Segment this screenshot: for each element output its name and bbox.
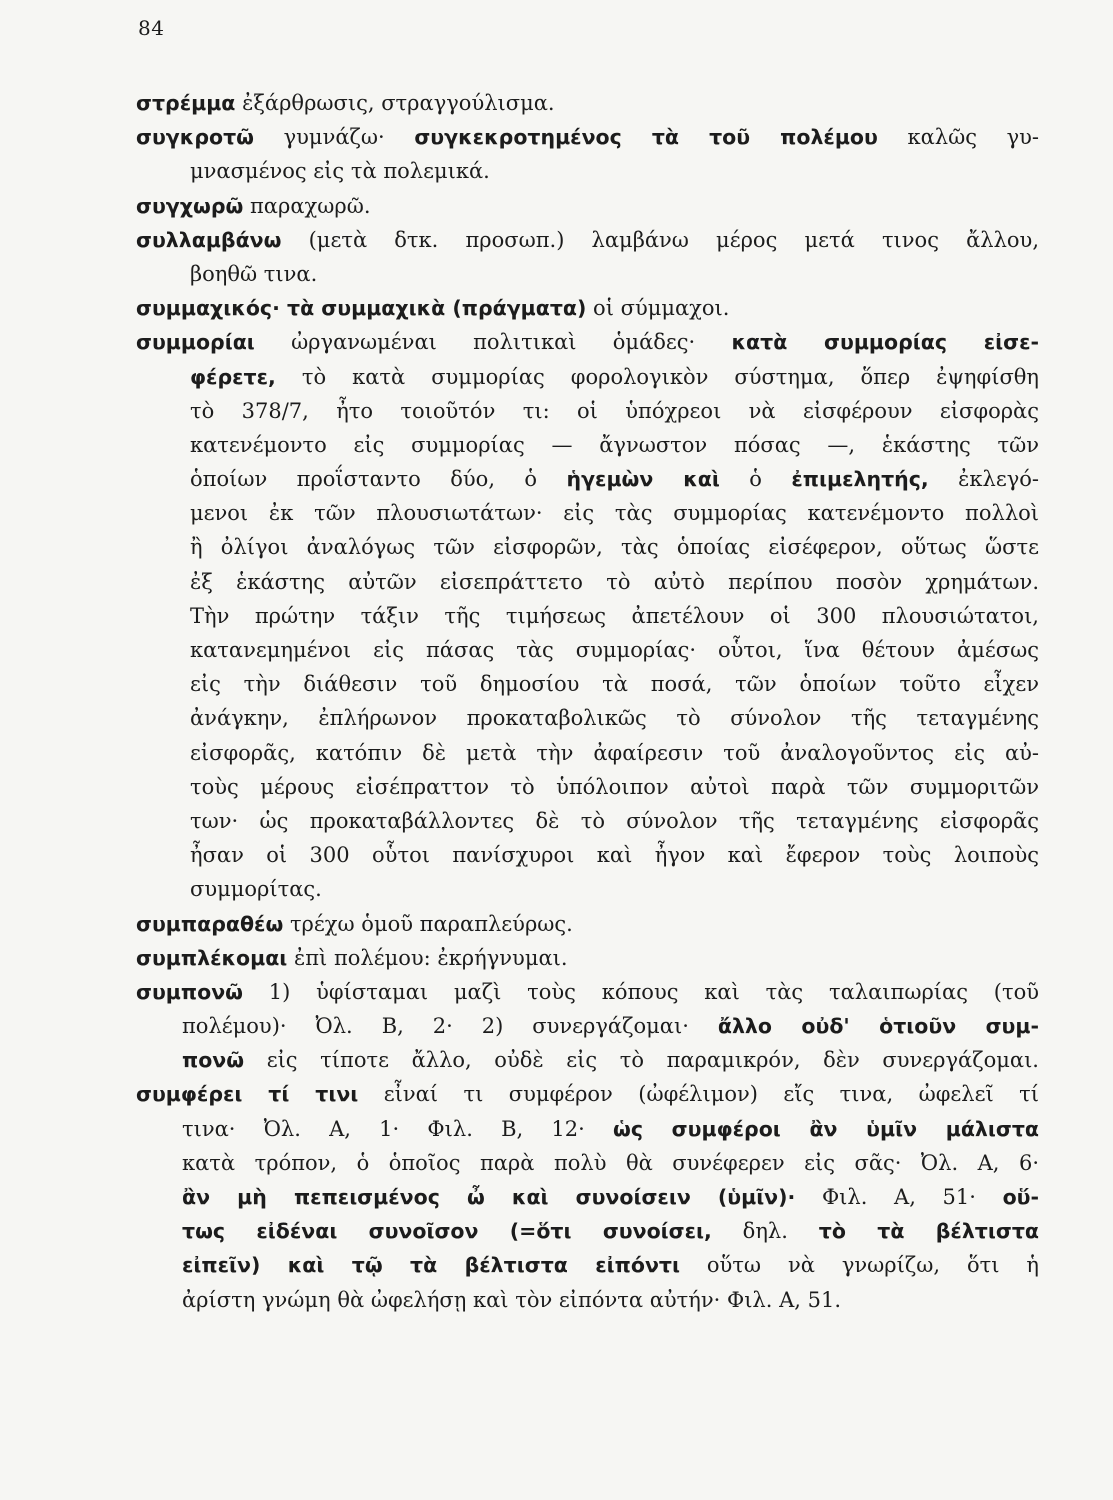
definition-text: συμμορίτας. — [190, 877, 322, 902]
text-line — [190, 257, 1039, 291]
headword: οὕ- — [1002, 1185, 1040, 1209]
headword: συγκεκροτημένος τὰ τοῦ πολέμου — [414, 125, 878, 150]
text-line — [136, 907, 1039, 941]
text-line — [182, 1180, 1039, 1214]
definition-text: εἶναί τι συμφέρον (ὠφέλιμον) εἴς τινα, ὠφελεῖ τί — [358, 1082, 1039, 1107]
definition-text: οἱ σύμμαχοι. — [586, 296, 730, 321]
definition-text: γυμνάζω· — [254, 125, 415, 150]
text-line — [182, 1248, 1039, 1282]
definition-text: τινα· Ὀλ. Α, 1· Φιλ. Β, 12· — [182, 1116, 614, 1141]
headword: συμμαχικός· τὰ συμμαχικὰ (πράγματα) — [136, 296, 587, 321]
headword: ὡς συμφέροι ἂν ὑμῖν μάλιστα — [613, 1116, 1039, 1141]
definition-text: παραχωρῶ. — [243, 193, 371, 218]
headword: συμπαραθέω — [136, 911, 284, 936]
text-line — [190, 872, 1039, 906]
dictionary-entries — [136, 86, 1039, 1317]
headword: ἂν μὴ πεπεισμένος ὦ καὶ συνοίσειν (ὑμῖν)· — [182, 1185, 796, 1209]
definition-text: εἰσφορᾶς, κατόπιν δὲ μετὰ τὴν ἀφαίρεσιν τοῦ ἀναλογοῦντος εἰς αὐ- — [190, 740, 1039, 765]
text-line — [190, 394, 1039, 428]
text-line — [136, 223, 1039, 257]
headword: συμπλέκομαι — [136, 945, 288, 970]
text-line — [136, 941, 1039, 975]
headword: ἡγεμὼν καὶ — [566, 467, 720, 492]
headword: εἰπεῖν) καὶ τῷ τὰ βέλτιστα εἰπόντι — [182, 1253, 680, 1278]
text-line — [190, 701, 1039, 735]
text-line — [190, 428, 1039, 462]
definition-text: μνασμένος εἰς τὰ πολεμικά. — [190, 159, 490, 184]
text-line — [136, 86, 1039, 120]
text-line — [136, 291, 1039, 325]
headword: ἄλλο οὐδ' ὁτιοῦν συμ- — [717, 1014, 1039, 1039]
definition-text: πολέμου)· Ὀλ. Β, 2· 2) συνεργάζομαι· — [182, 1014, 718, 1039]
headword: συμμορίαι — [136, 330, 255, 355]
definition-text: ἦσαν οἱ 300 οὗτοι πανίσχυροι καὶ ἦγον καὶ ἔφερον τοὺς λοιποὺς — [190, 843, 1039, 868]
definition-text: βοηθῶ τινα. — [190, 261, 318, 286]
headword: στρέμμα — [136, 91, 236, 115]
definition-text: οὕτω νὰ γνωρίζω, ὅτι ἡ — [679, 1253, 1039, 1278]
definition-text: ἢ ὀλίγοι ἀναλόγως τῶν εἰσφορῶν, τὰς ὁποίας εἰσέφερον, οὕτως ὥστε — [190, 535, 1039, 560]
definition-text: κατὰ τρόπον, ὁ ὁποῖος παρὰ πολὺ θὰ συνέφερεν εἰς σᾶς· Ὀλ. Α, 6· — [182, 1150, 1039, 1175]
definition-text: δηλ. — [711, 1219, 819, 1244]
definition-text: ἐξ ἑκάστης αὐτῶν εἰσεπράττετο τὸ αὐτὸ περίπου ποσὸν χρημάτων. — [190, 569, 1039, 594]
text-line — [190, 667, 1039, 701]
definition-text: εἰς τίποτε ἄλλο, οὐδὲ εἰς τὸ παραμικρόν, δὲν συνεργάζομαι. — [244, 1048, 1039, 1073]
headword: συγχωρῶ — [136, 193, 244, 218]
definition-text: ἀρίστη γνώμη θὰ ὠφελήσῃ καὶ τὸν εἰπόντα αὐτήν· Φιλ. Α, 51. — [182, 1287, 842, 1312]
text-line — [190, 633, 1039, 667]
page-number: 84 — [138, 16, 165, 40]
definition-text: ὁ — [719, 467, 792, 492]
definition-text: (μετὰ δτκ. προσωπ.) λαμβάνω μέρος μετά τινος ἄλλου, — [281, 227, 1039, 252]
text-line — [190, 599, 1039, 633]
text-line — [136, 325, 1039, 359]
definition-text: Τὴν πρώτην τάξιν τῆς τιμήσεως ἀπετέλουν οἱ 300 πλουσιώτατοι, — [190, 603, 1039, 628]
headword: συμπονῶ — [136, 979, 243, 1004]
text-line — [136, 1077, 1039, 1111]
definition-text: καλῶς γυ- — [877, 125, 1039, 150]
definition-text: ἀνάγκην, ἐπλήρωνον προκαταβολικῶς τὸ σύνολον τῆς τεταγμένης — [190, 706, 1039, 731]
definition-text: ὠργανωμέναι πολιτικαὶ ὁμάδες· — [254, 330, 732, 355]
text-line — [190, 838, 1039, 872]
headword: κατὰ συμμορίας εἰσε- — [731, 330, 1039, 355]
definition-text: μενοι ἐκ τῶν πλουσιωτάτων· εἰς τὰς συμμορίας κατενέμοντο πολλοὶ — [190, 501, 1039, 526]
text-line — [182, 1043, 1039, 1077]
text-line — [190, 154, 1039, 188]
text-line — [182, 1283, 1039, 1317]
headword: συλλαμβάνω — [136, 227, 282, 252]
definition-text: τὸ 378/7, ἦτο τοιοῦτόν τι: οἱ ὑπόχρεοι νὰ εἰσφέρουν εἰσφορὰς — [190, 398, 1039, 423]
definition-text: 1) ὑφίσταμαι μαζὶ τοὺς κόπους καὶ τὰς ταλαιπωρίας (τοῦ — [242, 979, 1039, 1004]
definition-text: των· ὡς προκαταβάλλοντες δὲ τὸ σύνολον τῆς τεταγμένης εἰσφορᾶς — [190, 808, 1039, 833]
definition-text: κατενέμοντο εἰς συμμορίας — ἄγνωστον πόσας —, ἑκάστης τῶν — [190, 432, 1039, 457]
text-line — [136, 120, 1039, 154]
headword: τὸ τὰ βέλτιστα — [818, 1219, 1040, 1244]
text-line — [182, 1146, 1039, 1180]
text-line — [182, 1214, 1039, 1248]
text-line — [190, 360, 1039, 394]
definition-text: ἐκλεγό- — [928, 467, 1039, 492]
text-line — [190, 530, 1039, 564]
headword: συμφέρει τί τινι — [136, 1082, 359, 1107]
text-line — [190, 804, 1039, 838]
headword: συγκροτῶ — [136, 125, 254, 150]
text-line — [190, 496, 1039, 530]
headword: φέρετε, — [190, 364, 276, 389]
text-line — [136, 189, 1039, 223]
definition-text: τὸ κατὰ συμμορίας φορολογικὸν σύστημα, ὅπερ ἐψηφίσθη — [275, 364, 1039, 389]
definition-text: ὁποίων προΐσταντο δύο, ὁ — [190, 467, 567, 492]
text-line — [190, 565, 1039, 599]
definition-text: κατανεμημένοι εἰς πάσας τὰς συμμορίας· οὗτοι, ἵνα θέτουν ἀμέσως — [190, 638, 1039, 662]
definition-text: τρέχω ὁμοῦ παραπλεύρως. — [283, 911, 573, 936]
text-line — [190, 462, 1039, 496]
text-line — [190, 736, 1039, 770]
definition-text: ἐπὶ πολέμου: ἐκρήγνυμαι. — [287, 945, 568, 970]
definition-text: τοὺς μέρους εἰσέπραττον τὸ ὑπόλοιπον αὐτοὶ παρὰ τῶν συμμοριτῶν — [190, 774, 1039, 799]
headword: τως εἰδέναι συνοῖσον (=ὅτι συνοίσει, — [182, 1219, 712, 1244]
headword: ἐπιμελητής, — [791, 467, 929, 492]
text-line — [182, 1009, 1039, 1043]
definition-text: εἰς τὴν διάθεσιν τοῦ δημοσίου τὰ ποσά, τῶν ὁποίων τοῦτο εἶχεν — [190, 672, 1039, 697]
definition-text: Φιλ. Α, 51· — [795, 1185, 1003, 1209]
text-line — [136, 975, 1039, 1009]
headword: πονῶ — [182, 1048, 245, 1073]
text-line — [182, 1112, 1039, 1146]
definition-text: ἐξάρθρωσις, στραγγούλισμα. — [235, 91, 555, 115]
text-line — [190, 770, 1039, 804]
